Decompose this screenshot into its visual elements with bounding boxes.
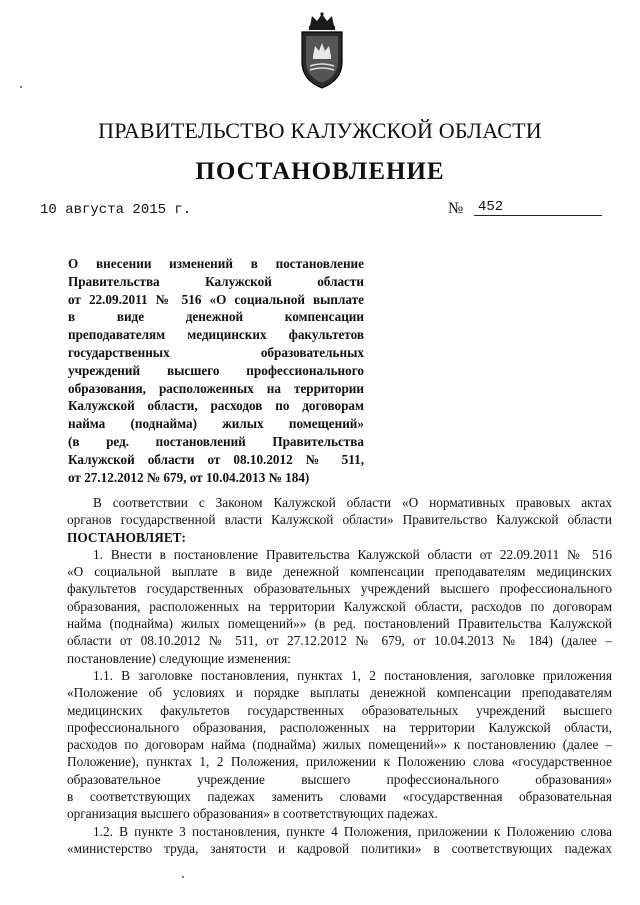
body-line: «О социальной выплате в виде денежной компенсации преподавателям медицинских xyxy=(67,564,612,580)
number-underline xyxy=(474,215,602,216)
government-name: ПРАВИТЕЛЬСТВО КАЛУЖСКОЙ ОБЛАСТИ xyxy=(98,118,542,143)
subject-line: О внесении изменений в постановление xyxy=(68,256,364,271)
body-line: «министерство труда, занятости и кадровой политики» в соответствующих падежах xyxy=(67,840,612,856)
subject-line: от 27.12.2012 № 679, от 10.04.2013 № 184) xyxy=(68,469,310,485)
number-sign: № xyxy=(448,200,464,217)
scan-speck xyxy=(20,86,22,88)
subject-line: от 22.09.2011 № 516 «О социальной выплате xyxy=(68,291,364,307)
subject-line: найма (поднайма) жилых помещений» xyxy=(68,416,364,432)
body-line: Положение), пунктах 1, 2 Положения, приложении к Положению слова «государственное xyxy=(67,754,612,770)
body-line: в соответствующих падежах заменить словами «государственная образовательная xyxy=(67,789,612,805)
body-line: образовательное учреждение высшего профессионального образования» xyxy=(67,771,612,787)
document-type-title: ПОСТАНОВЛЕНИЕ xyxy=(195,158,445,185)
decree-body xyxy=(67,494,612,857)
coat-of-arms-icon xyxy=(296,12,348,90)
body-line: образования, расположенных на территории Калужской области, расходов по договорам xyxy=(67,598,612,614)
document-number: 452 xyxy=(478,199,504,215)
body-line: 1.1. В заголовке постановления, пунктах 1, 2 постановления, заголовке приложения xyxy=(93,667,612,683)
subject-line: учреждений высшего профессионального xyxy=(68,362,364,378)
subject-line: государственных образовательных xyxy=(68,344,364,360)
subject-line: Правительства Калужской области xyxy=(68,273,364,289)
body-line: найма (поднайма) жилых помещений»» (в ред. постановлений Правительства Калужской xyxy=(67,616,612,632)
body-line: органов государственной власти Калужской области» Правительство Калужской области xyxy=(67,512,612,528)
scan-speck xyxy=(182,876,184,878)
document-date: 10 августа 2015 г. xyxy=(40,202,192,218)
body-line: расходов по договорам найма (поднайма) жилых помещений»» к постановлению (далее – xyxy=(67,737,612,753)
subject-line: Калужской области, расходов по договорам xyxy=(68,398,364,414)
subject-line: Калужской области от 08.10.2012 № 511, xyxy=(68,451,364,467)
subject-line: (в ред. постановлений Правительства xyxy=(68,433,364,449)
decree-subject xyxy=(68,255,364,486)
subject-line: преподавателям медицинских факультетов xyxy=(68,327,364,343)
body-line: факультетов государственных образовательных учреждений высшего профессионального xyxy=(67,581,612,597)
body-line: медицинских факультетов государственных образовательных учреждений высшего xyxy=(67,702,612,718)
body-line: 1. Внести в постановление Правительства Калужской области от 22.09.2011 № 516 xyxy=(93,546,612,562)
body-line: организация высшего образования» в соответствующих падежах. xyxy=(67,806,438,822)
subject-line: образования, расположенных на территории xyxy=(68,380,364,396)
body-line: области от 08.10.2012 № 511, от 27.12.2012 № 679, от 10.04.2013 № 184) (далее – xyxy=(67,633,612,649)
body-line: «Положение об условиях и порядке выплаты денежной компенсации преподавателям xyxy=(67,685,612,701)
subject-line: в виде денежной компенсации xyxy=(68,309,364,325)
body-line: постановление) следующие изменения: xyxy=(67,650,291,666)
resolves-heading: ПОСТАНОВЛЯЕТ: xyxy=(67,529,186,545)
body-line: 1.2. В пункте 3 постановления, пункте 4 Положения, приложении к Положению слова xyxy=(93,823,612,839)
body-line: В соответствии с Законом Калужской области «О нормативных правовых актах xyxy=(93,495,612,510)
body-line: профессионального образования, расположенных на территории Калужской области, xyxy=(67,719,612,735)
